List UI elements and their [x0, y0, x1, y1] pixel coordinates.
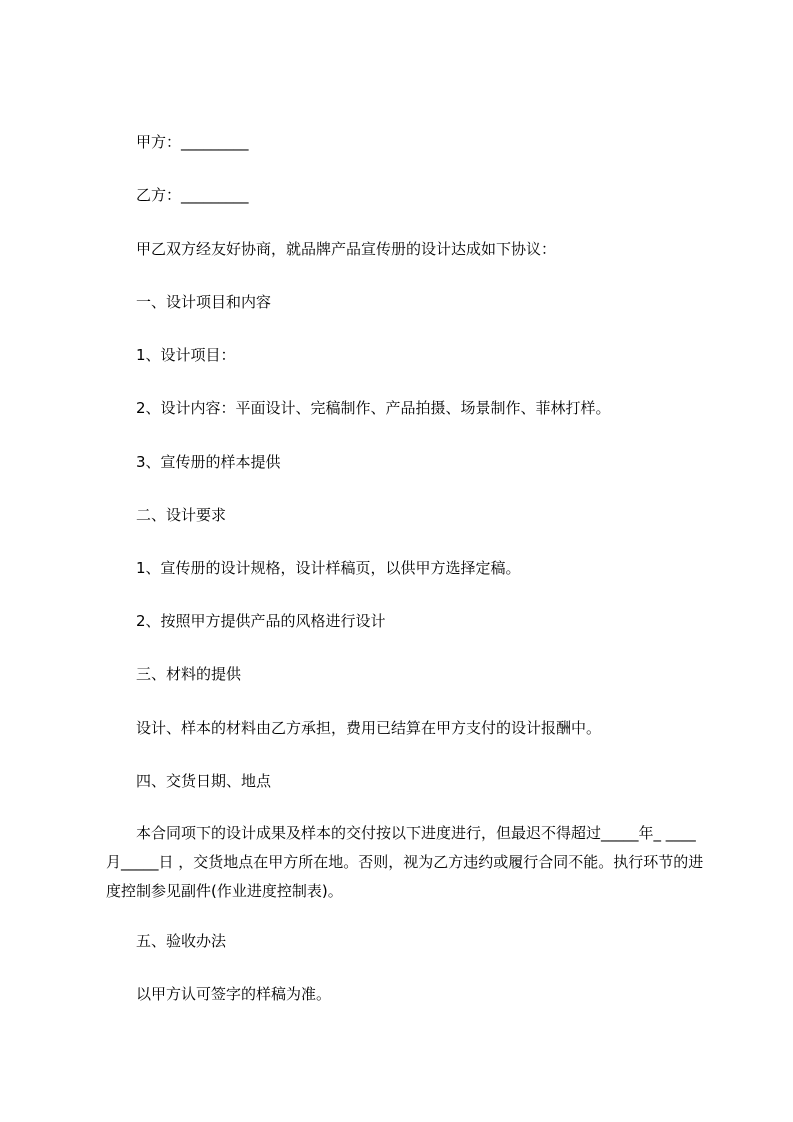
party-b-line: 乙方：_________: [136, 186, 249, 204]
intro-paragraph: 甲乙双方经友好协商，就品牌产品宣传册的设计达成如下协议：: [136, 240, 557, 258]
section-3-heading: 三、材料的提供: [136, 665, 242, 683]
section-5-heading: 五、验收办法: [136, 932, 227, 950]
party-a-line: 甲方：_________: [136, 133, 249, 151]
section-1-item-2: 2、设计内容：平面设计、完稿制作、产品拍摄、场景制作、菲林打样。: [136, 399, 611, 417]
section-5-body: 以甲方认可签字的样稿为准。: [136, 985, 332, 1003]
section-2-heading: 二、设计要求: [136, 506, 227, 524]
section-4-body: 本合同项下的设计成果及样本的交付按以下进度进行，但最迟不得超过_____年_ ____月_____日 ，交货地点在甲方所在地。否则，视为乙方违约或履行合同不能。执行环节的进度控制参见副件(作业进度控制表)。: [106, 824, 704, 900]
section-2-item-1: 1、宣传册的设计规格，设计样稿页，以供甲方选择定稿。: [136, 559, 521, 577]
section-3-body: 设计、样本的材料由乙方承担，费用已结算在甲方支付的设计报酬中。: [136, 719, 602, 737]
section-1-heading: 一、设计项目和内容: [136, 293, 272, 311]
section-4-heading: 四、交货日期、地点: [136, 772, 272, 790]
section-1-item-1: 1、设计项目：: [136, 346, 236, 364]
section-2-item-2: 2、按照甲方提供产品的风格进行设计: [136, 612, 386, 630]
section-1-item-3: 3、宣传册的样本提供: [136, 453, 281, 471]
